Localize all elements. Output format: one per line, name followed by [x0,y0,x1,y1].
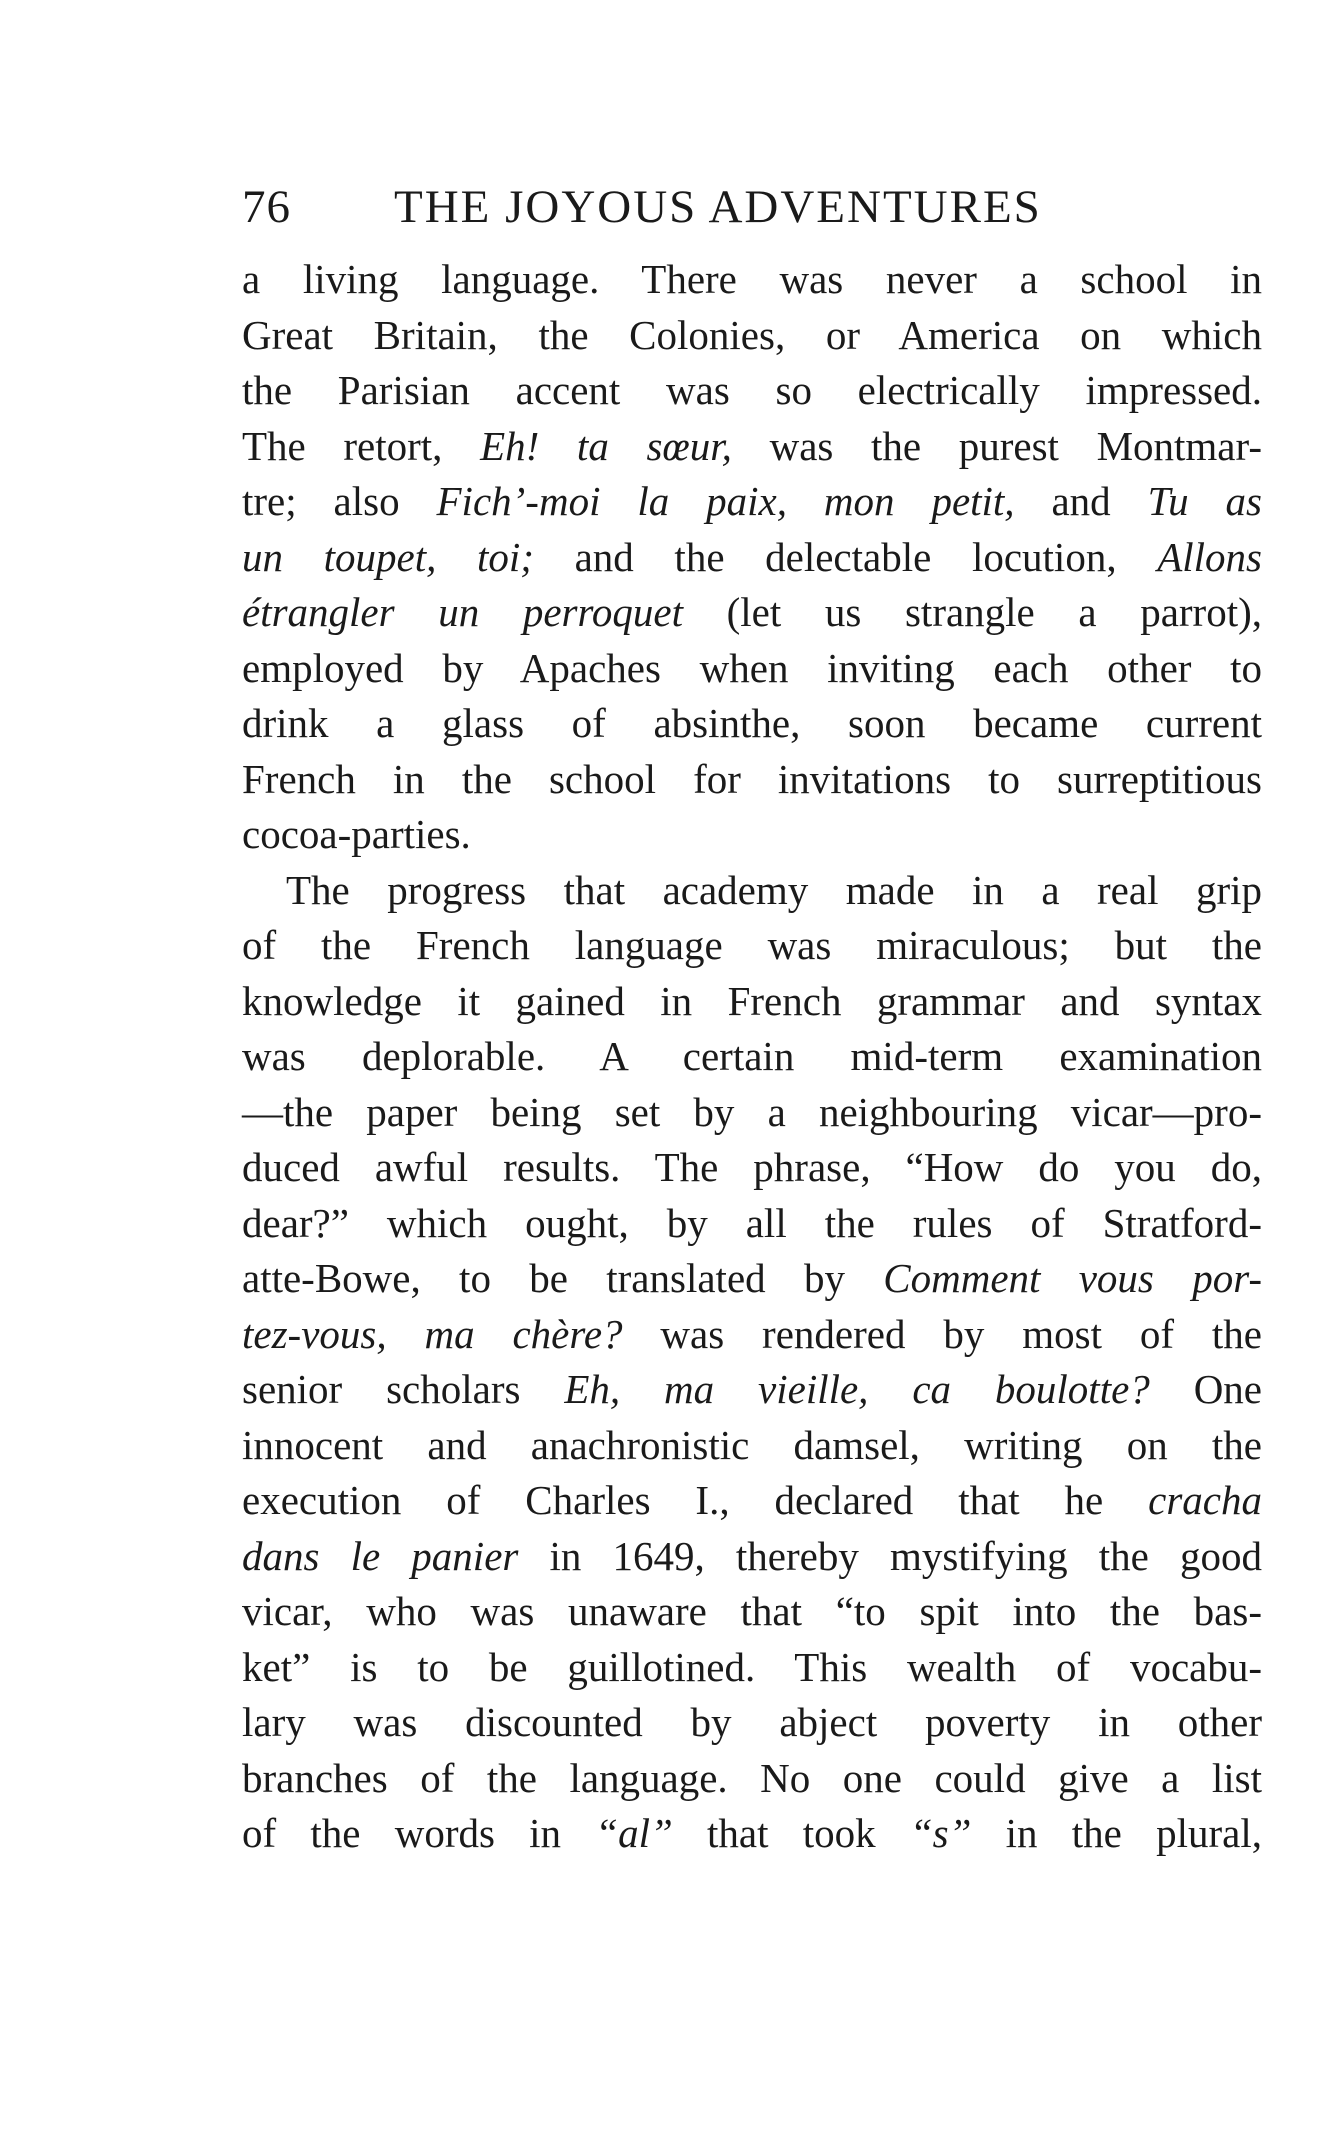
text-line: French in the school for invitations to surreptitious [242,755,1262,802]
text-line: Great Britain, the Colonies, or America on which [242,311,1262,358]
page-number: 76 [242,181,291,233]
running-head [242,180,1262,252]
text-line: un toupet, toi; and the delectable locution, Allons [242,533,1263,580]
italic-phrase: Fich’-moi la paix, mon petit, [436,478,1015,524]
italic-phrase: Comment vous por- [883,1255,1262,1301]
text-line: atte-Bowe, to be translated by Comment vous por- [242,1255,1262,1301]
text-line: dans le panier in 1649, thereby mystifying the good [242,1532,1262,1579]
text-line: lary was discounted by abject poverty in other [242,1699,1262,1745]
text-line: The progress that academy made in a real grip [286,866,1262,913]
text-line: knowledge it gained in French grammar and syntax [242,977,1262,1024]
italic-phrase: Eh! ta sœur, [480,422,732,469]
running-title: THE JOYOUS ADVENTURES [394,181,1042,233]
text-line: duced awful results. The phrase, “How do you do, [242,1144,1262,1190]
text-line: drink a glass of absinthe, soon became current [242,700,1262,746]
text-line: tez-vous, ma chère? was rendered by most of the [242,1310,1262,1357]
italic-phrase: dans le panier [242,1532,519,1579]
text-line: vicar, who was unaware that “to spit into the bas- [242,1588,1262,1634]
text-line: —the paper being set by a neighbouring vicar—pro- [242,1088,1262,1135]
italic-phrase: étrangler un perroquet [242,589,684,635]
book-page [242,180,1262,1862]
text-line: employed by Apaches when inviting each other to [242,644,1262,691]
italic-phrase: Allons [1157,533,1263,580]
text-line: cocoa-parties. [242,811,471,857]
italic-phrase: un toupet, toi; [242,533,534,580]
text-line: execution of Charles I., declared that he cracha [242,1477,1262,1523]
text-line: the Parisian accent was so electrically impressed. [242,367,1262,413]
text-line: dear?” which ought, by all the rules of Stratford- [242,1199,1262,1246]
italic-phrase: tez-vous, ma chère? [242,1310,623,1357]
text-line: of the French language was miraculous; but the [242,922,1262,968]
italic-phrase: “al” [595,1810,673,1856]
italic-phrase: “s” [909,1810,972,1856]
text-line: of the words in “al” that took “s” in the plural, [242,1810,1262,1856]
text-line: tre; also Fich’-moi la paix, mon petit, and Tu as [242,478,1263,524]
text-line: innocent and anachronistic damsel, writing on the [242,1421,1262,1468]
body-text [242,252,1262,1862]
italic-phrase: Tu as [1147,478,1263,524]
italic-phrase: Eh, ma vieille, ca boulotte? [564,1366,1150,1412]
text-line: branches of the language. No one could give a list [242,1754,1262,1801]
italic-phrase: cracha [1148,1477,1262,1523]
text-line: a living language. There was never a school in [242,256,1262,302]
text-line: was deplorable. A certain mid-term examination [242,1033,1262,1079]
text-line: senior scholars Eh, ma vieille, ca boulotte? One [242,1366,1262,1412]
text-line: The retort, Eh! ta sœur, was the purest Montmar- [242,422,1262,469]
text-line: ket” is to be guillotined. This wealth of vocabu- [242,1643,1262,1690]
text-line: étrangler un perroquet (let us strangle a parrot), [242,589,1263,635]
